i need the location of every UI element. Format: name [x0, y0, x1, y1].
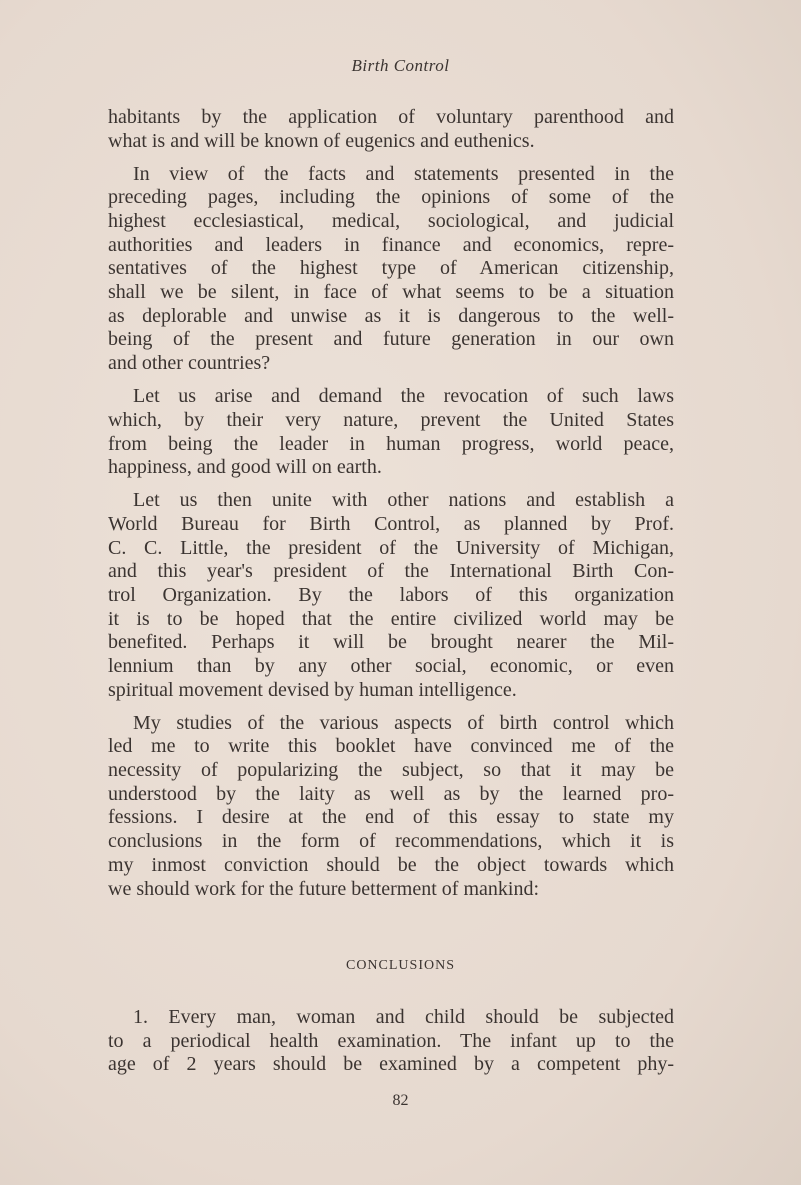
text-line: My studies of the various aspects of birth control which — [133, 711, 674, 734]
text-line: habitants by the application of voluntary parenthood and — [108, 106, 674, 128]
page-number: 82 — [392, 1092, 409, 1109]
text-line: as deplorable and unwise as it is dangerous to the well- — [108, 304, 674, 327]
text-line: In view of the facts and statements presented in the — [133, 162, 674, 185]
text-line: 1. Every man, woman and child should be subjected — [133, 1006, 674, 1028]
text-line: spiritual movement devised by human intelligence. — [108, 678, 517, 701]
paragraph — [108, 712, 674, 902]
text-line: benefited. Perhaps it will be brought nearer the Mil- — [108, 631, 674, 654]
text-line: my inmost conviction should be the object towards which — [108, 853, 674, 876]
text-line: necessity of popularizing the subject, so that it may be — [108, 759, 674, 782]
text-line: age of 2 years should be examined by a competent phy- — [108, 1053, 674, 1076]
paragraph — [108, 1005, 674, 1076]
text-line: to a periodical health examination. The infant up to the — [108, 1029, 674, 1052]
text-line: highest ecclesiastical, medical, sociological, and judicial — [108, 210, 674, 233]
section-heading: CONCLUSIONS — [345, 958, 455, 973]
text-line: fessions. I desire at the end of this essay to state my — [108, 806, 674, 829]
text-line: happiness, and good will on earth. — [108, 456, 382, 479]
text-line: sentatives of the highest type of American citizenship, — [108, 257, 674, 280]
text-line: what is and will be known of eugenics and euthenics. — [108, 129, 535, 152]
text-line: understood by the laity as well as by the learned pro- — [108, 782, 674, 805]
text-line: led me to write this booklet have convinced me of the — [108, 735, 674, 758]
text-line: lennium than by any other social, economic, or even — [108, 655, 674, 678]
text-line: shall we be silent, in face of what seems to be a situation — [108, 281, 674, 304]
paragraph — [108, 163, 674, 376]
body-text — [108, 106, 674, 910]
text-line: World Bureau for Birth Control, as planned by Prof. — [108, 512, 674, 535]
paragraph — [108, 385, 674, 480]
text-line: it is to be hoped that the entire civilized world may be — [108, 607, 674, 630]
text-line: being of the present and future generation in our own — [108, 328, 674, 351]
text-line: C. C. Little, the president of the University of Michigan, — [108, 536, 674, 559]
text-line: conclusions in the form of recommendations, which it is — [108, 830, 674, 853]
text-line: and other countries? — [108, 352, 271, 375]
text-line: trol Organization. By the labors of this organization — [108, 583, 674, 606]
paragraph — [108, 489, 674, 702]
text-line: Let us then unite with other nations and establish a — [133, 489, 674, 512]
text-line: preceding pages, including the opinions of some of the — [108, 186, 674, 209]
text-line: and this year's president of the International Birth Con- — [108, 560, 674, 583]
running-head: Birth Control — [351, 56, 450, 75]
conclusions-text — [108, 1005, 674, 1085]
text-line: from being the leader in human progress, world peace, — [108, 432, 674, 455]
text-line: we should work for the future betterment of mankind: — [108, 877, 539, 900]
text-line: Let us arise and demand the revocation of such laws — [133, 385, 674, 408]
paragraph — [108, 106, 674, 153]
text-line: authorities and leaders in finance and economics, repre- — [108, 233, 674, 256]
text-line: which, by their very nature, prevent the United States — [108, 408, 674, 431]
